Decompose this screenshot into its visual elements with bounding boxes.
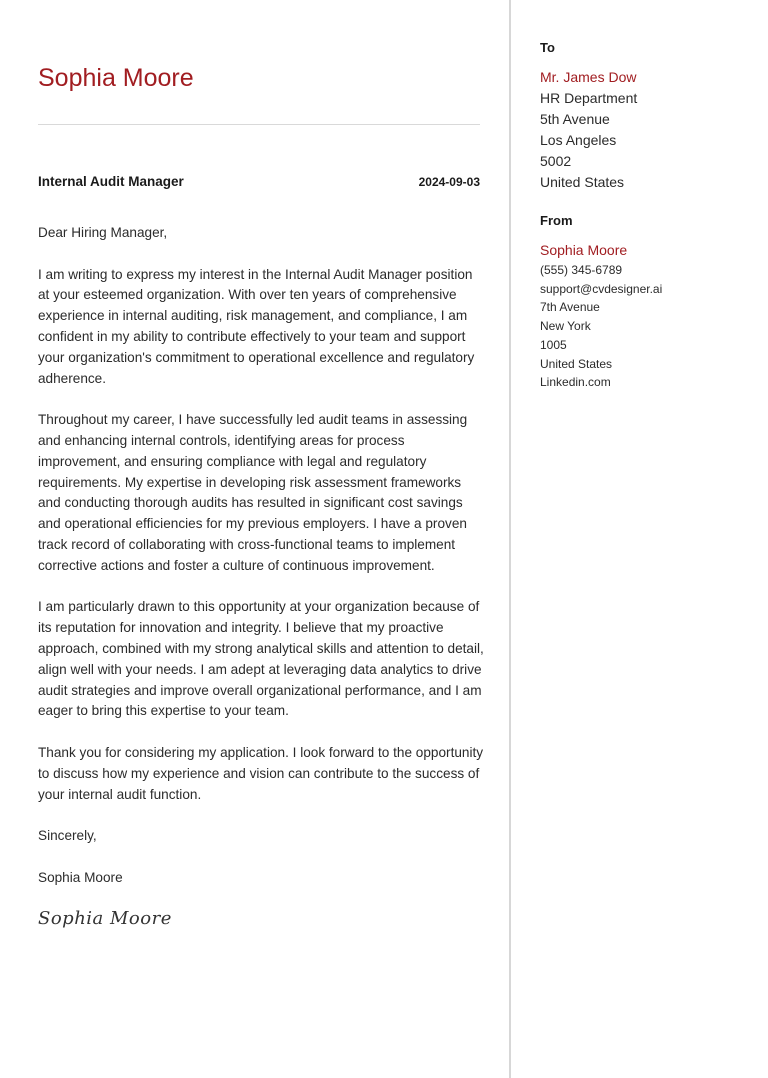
recipient-street: 5th Avenue	[540, 111, 610, 127]
sender-block	[540, 240, 662, 392]
sender-phone: (555) 345-6789	[540, 263, 623, 277]
role-date-row	[38, 174, 480, 189]
column-divider	[509, 0, 511, 1078]
recipient-country: United States	[540, 174, 625, 190]
recipient-department: HR Department	[540, 90, 638, 106]
sender-name-heading: Sophia Moore	[38, 64, 194, 92]
closing: Sincerely,	[38, 828, 97, 844]
sender-linkedin[interactable]: Linkedin.com	[540, 375, 611, 390]
recipient-name: Mr. James Dow	[540, 69, 637, 85]
recipient-postal: 5002	[540, 153, 572, 169]
letter-date: 2024-09-03	[418, 175, 480, 189]
paragraph-2: Throughout my career, I have successfully led audit teams in assessing and enhancing internal controls, identifying areas for process improvement, and ensuring compliance with legal and regulatory requirements. My expertise in developing risk assessment frameworks and conducting thorough audits has resulted in significant cost savings and operational efficiencies for my previous employers. I have a proven track record of collaborating with cross-functional teams to implement corrective actions and foster a culture of continuous improvement.	[38, 412, 468, 573]
sender-country: United States	[540, 356, 613, 371]
signature: Sophia Moore	[38, 908, 172, 930]
recipient-city: Los Angeles	[540, 132, 617, 148]
sender-street: 7th Avenue	[540, 300, 600, 315]
recipient-block	[540, 67, 637, 193]
salutation: Dear Hiring Manager,	[38, 225, 168, 240]
closing-name: Sophia Moore	[38, 869, 123, 885]
to-heading: To	[540, 40, 555, 55]
header-rule	[38, 124, 480, 125]
sender-name: Sophia Moore	[540, 242, 628, 258]
letter-body	[38, 223, 484, 930]
from-heading: From	[540, 213, 573, 228]
paragraph-4: Thank you for considering my application. I look forward to the opportunity to discuss how my experience and vision can contribute to the success of your internal audit function.	[38, 744, 484, 802]
sender-email[interactable]: support@cvdesigner.ai	[540, 281, 663, 296]
paragraph-1: I am writing to express my interest in the Internal Audit Manager position at your esteemed organization. With over ten years of comprehensive experience in internal auditing, risk management, and compliance, I am confident in my ability to contribute effectively to your team and support your organization's commitment to operational excellence and regulatory adherence.	[38, 266, 475, 386]
job-title: Internal Audit Manager	[38, 174, 184, 189]
sender-postal: 1005	[540, 337, 567, 352]
sender-city: New York	[540, 319, 591, 334]
paragraph-3: I am particularly drawn to this opportunity at your organization because of its reputation for innovation and integrity. I believe that my proactive approach, combined with my strong analytical skills and attention to detail, align well with your needs. I am adept at leveraging data analytics to drive audit strategies and improve overall organizational performance, and I am eager to bring this expertise to your team.	[38, 599, 484, 719]
